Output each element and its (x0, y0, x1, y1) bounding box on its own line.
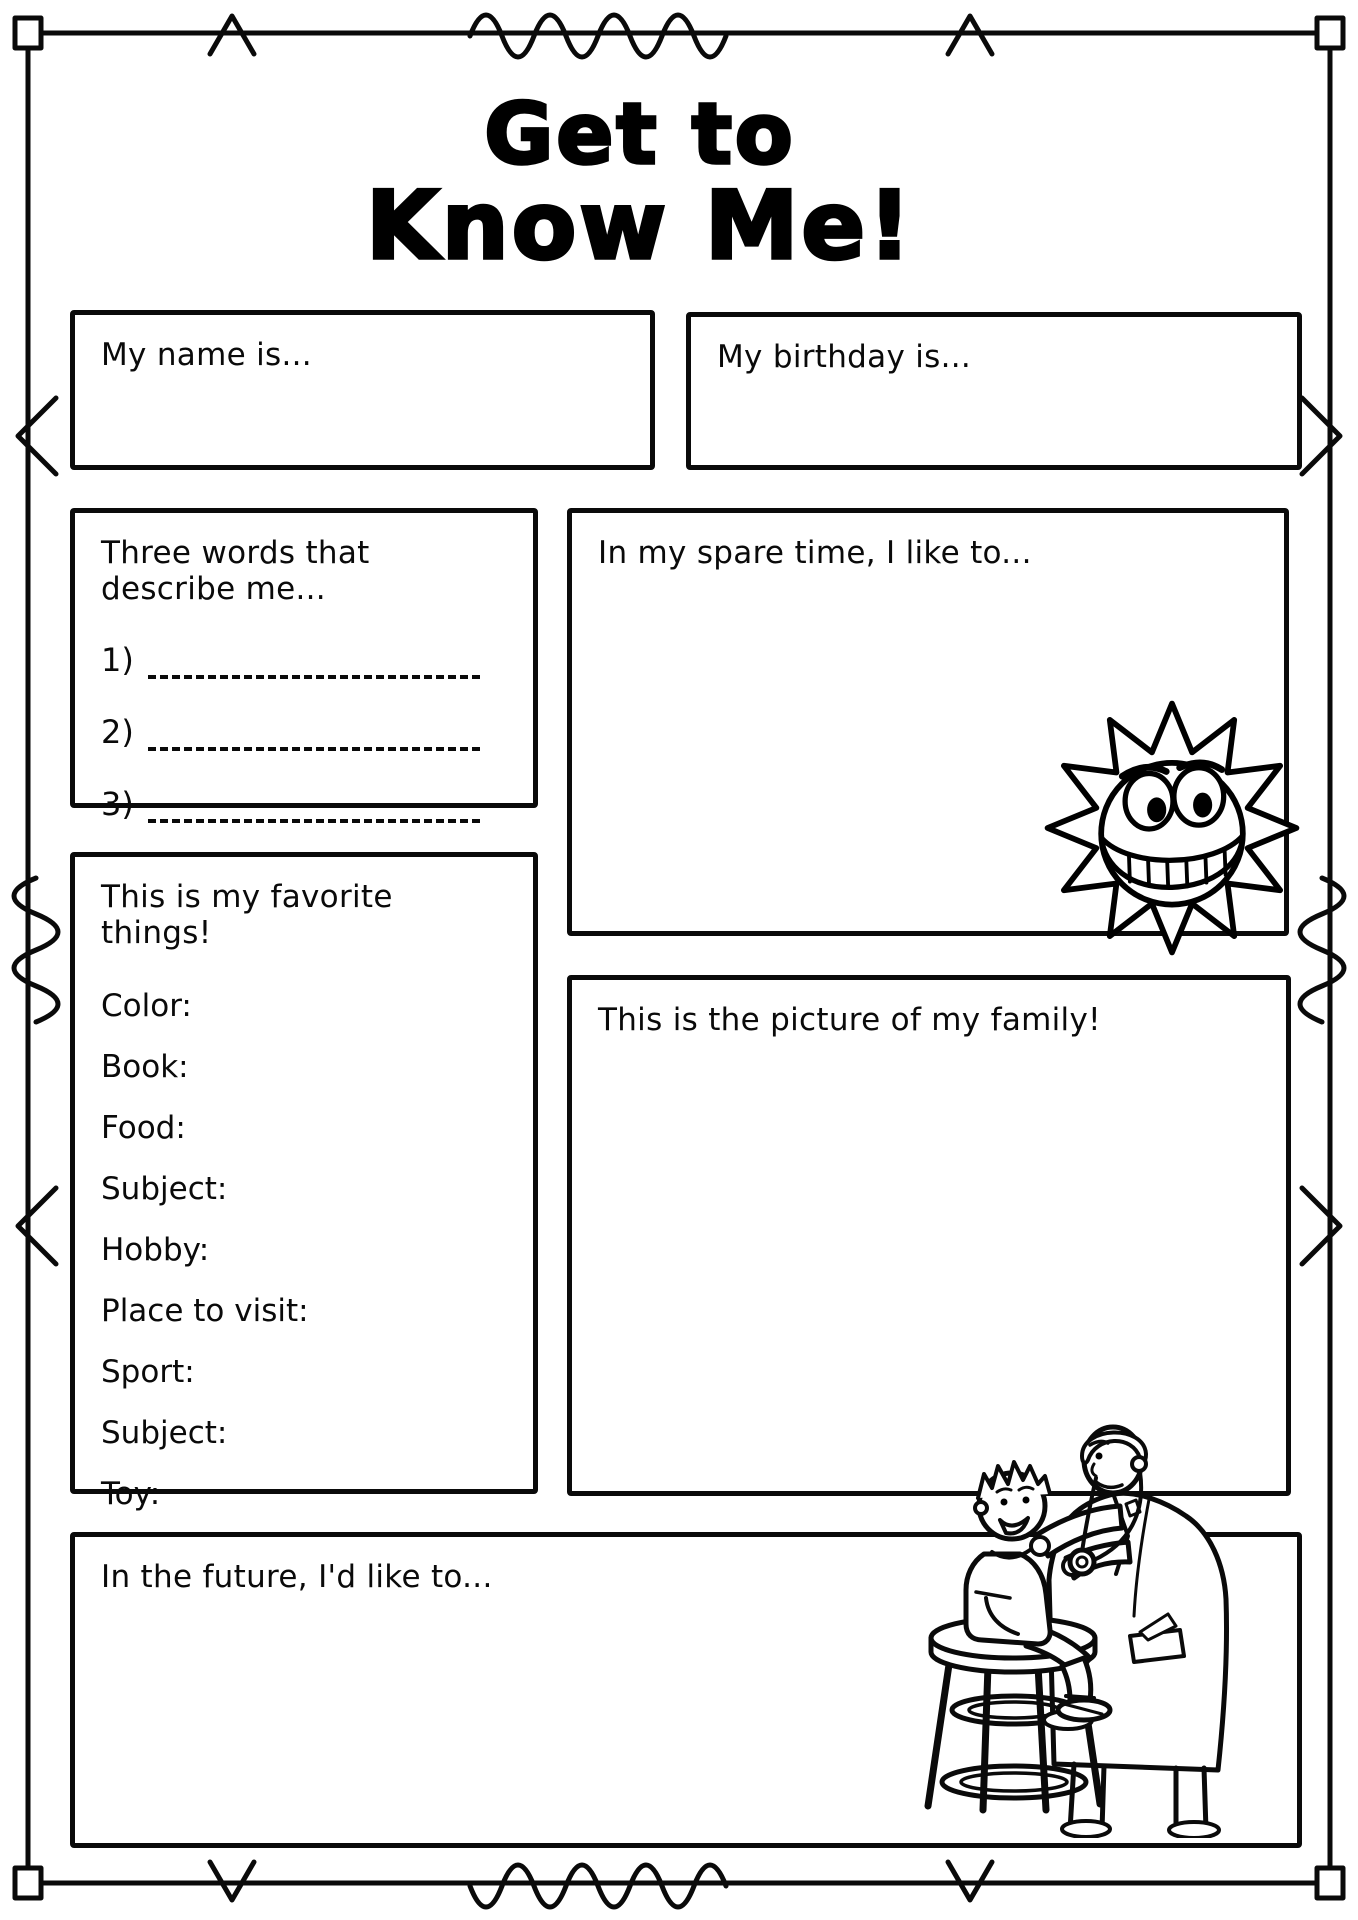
caret-icon (210, 1862, 254, 1900)
favorites-item-color[interactable]: Color: (101, 987, 192, 1024)
caret-icon (948, 1862, 992, 1900)
favorites-list (101, 975, 507, 1524)
corner-square-icon (1317, 1868, 1343, 1898)
sun-illustration (1038, 694, 1306, 962)
stool-ring-inner (961, 1773, 1067, 1791)
doctor-shoe (1062, 1821, 1110, 1837)
chevron-icon (18, 398, 56, 474)
name-label: My name is... (101, 337, 312, 373)
boy-hair-spikes (978, 1462, 1050, 1498)
stool-ring (942, 1766, 1086, 1798)
caret-icon (948, 16, 992, 54)
write-blank-line[interactable] (148, 641, 480, 679)
birthday-box[interactable] (686, 312, 1302, 470)
three-words-label: Three words that describe me... (101, 535, 370, 607)
favorites-label: This is my favorite things! (101, 879, 393, 951)
favorites-item-book[interactable]: Book: (101, 1048, 189, 1085)
favorites-item-subject2[interactable]: Subject: (101, 1414, 228, 1451)
three-words-row-2[interactable] (101, 713, 507, 751)
coil-icon (14, 878, 58, 1022)
favorites-item-hobby[interactable]: Hobby: (101, 1231, 210, 1268)
favorites-item-food[interactable]: Food: (101, 1109, 186, 1146)
page-title (0, 85, 1280, 281)
caret-icon (210, 16, 254, 54)
doctor-ear (1132, 1457, 1146, 1471)
doctor-shoe (1169, 1822, 1219, 1838)
family-label: This is the picture of my family! (598, 1002, 1101, 1038)
chevron-icon (1302, 1188, 1340, 1264)
item-number: 1) (101, 641, 134, 679)
corner-square-icon (1317, 18, 1343, 48)
favorites-item-sport[interactable]: Sport: (101, 1353, 195, 1390)
sun-pupil (1147, 797, 1166, 822)
page-title-line1: Get to (484, 85, 796, 183)
item-number: 3) (101, 785, 134, 823)
corner-square-icon (15, 1868, 41, 1898)
coil-icon (1300, 878, 1344, 1022)
three-words-row-1[interactable] (101, 641, 507, 679)
doctor-child-illustration (888, 1414, 1260, 1838)
three-words-box[interactable] (70, 508, 538, 823)
chevron-icon (1302, 398, 1340, 474)
boy-ear (975, 1502, 987, 1514)
sun-eye (1125, 773, 1173, 829)
name-box[interactable] (70, 310, 655, 470)
write-blank-line[interactable] (148, 713, 480, 751)
favorites-item-place[interactable]: Place to visit: (101, 1292, 309, 1329)
doctor-eye (1096, 1453, 1103, 1460)
doctor-hand (1031, 1537, 1049, 1555)
future-label: In the future, I'd like to... (101, 1559, 493, 1595)
write-blank-line[interactable] (148, 785, 480, 823)
favorites-item-toy[interactable]: Toy: (101, 1475, 161, 1512)
stethoscope-chestpiece (1070, 1550, 1094, 1574)
birthday-label: My birthday is... (717, 339, 972, 375)
boy-eye (1023, 1497, 1030, 1504)
boy-eye (1001, 1499, 1008, 1506)
wave-icon (470, 15, 726, 57)
corner-square-icon (15, 18, 41, 48)
wave-icon (470, 1865, 726, 1907)
favorites-box[interactable] (70, 852, 538, 1512)
spare-time-label: In my spare time, I like to... (598, 535, 1032, 571)
favorites-item-subject[interactable]: Subject: (101, 1170, 228, 1207)
item-number: 2) (101, 713, 134, 751)
chevron-icon (18, 1188, 56, 1264)
sun-pupil (1193, 793, 1212, 818)
three-words-row-3[interactable] (101, 785, 507, 823)
page-title-line2: Know Me! (365, 172, 915, 281)
